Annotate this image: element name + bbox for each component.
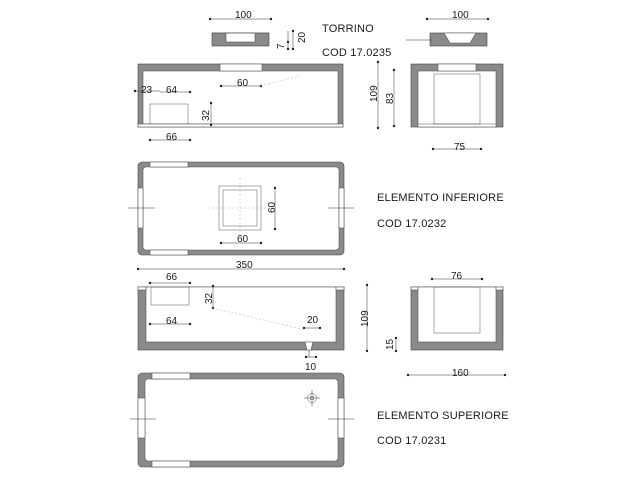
dim-60-torrino: 60 <box>237 78 249 89</box>
torrino-cap-side <box>430 33 487 46</box>
dim-64-torrino: 64 <box>166 85 178 96</box>
dim-83-torrino: 83 <box>385 92 396 104</box>
dim-160-superiore: 160 <box>452 368 469 379</box>
torrino-title: TORRINO <box>322 23 374 35</box>
dim-20: 20 <box>297 31 308 43</box>
torrino-base-side <box>411 64 503 127</box>
superiore-title: ELEMENTO SUPERIORE <box>377 410 509 422</box>
torrino-code: COD 17.0235 <box>322 47 392 59</box>
dim-75-torrino: 75 <box>454 142 466 153</box>
dim-64-superiore: 64 <box>166 316 178 327</box>
elemento-superiore-side <box>411 287 503 350</box>
dim-109-torrino: 109 <box>369 85 380 102</box>
superiore-code: COD 17.0231 <box>377 435 447 447</box>
dim-109-superiore: 109 <box>360 310 371 327</box>
dim-76-superiore: 76 <box>451 271 463 282</box>
dim-60-vertical-inferiore: 60 <box>267 201 278 213</box>
inferiore-code: COD 17.0232 <box>377 218 447 230</box>
dim-32-torrino: 32 <box>201 109 212 121</box>
dim-60-horizontal-inferiore: 60 <box>237 234 249 245</box>
dim-350: 350 <box>236 260 253 271</box>
torrino-cap-front <box>212 33 269 46</box>
dim-15-superiore: 15 <box>385 338 396 350</box>
dim-66-torrino: 66 <box>166 132 178 143</box>
dim-23: 23 <box>141 85 153 96</box>
dim-100-front: 100 <box>235 10 252 21</box>
dim-7: 7 <box>276 43 287 49</box>
dim-66-superiore: 66 <box>166 272 178 283</box>
dim-32-superiore: 32 <box>204 292 215 304</box>
dim-100-side: 100 <box>452 10 469 21</box>
dim-20-superiore: 20 <box>307 315 319 326</box>
elemento-superiore-plan <box>138 373 344 467</box>
dim-10-superiore: 10 <box>305 362 317 373</box>
inferiore-title: ELEMENTO INFERIORE <box>377 192 504 204</box>
